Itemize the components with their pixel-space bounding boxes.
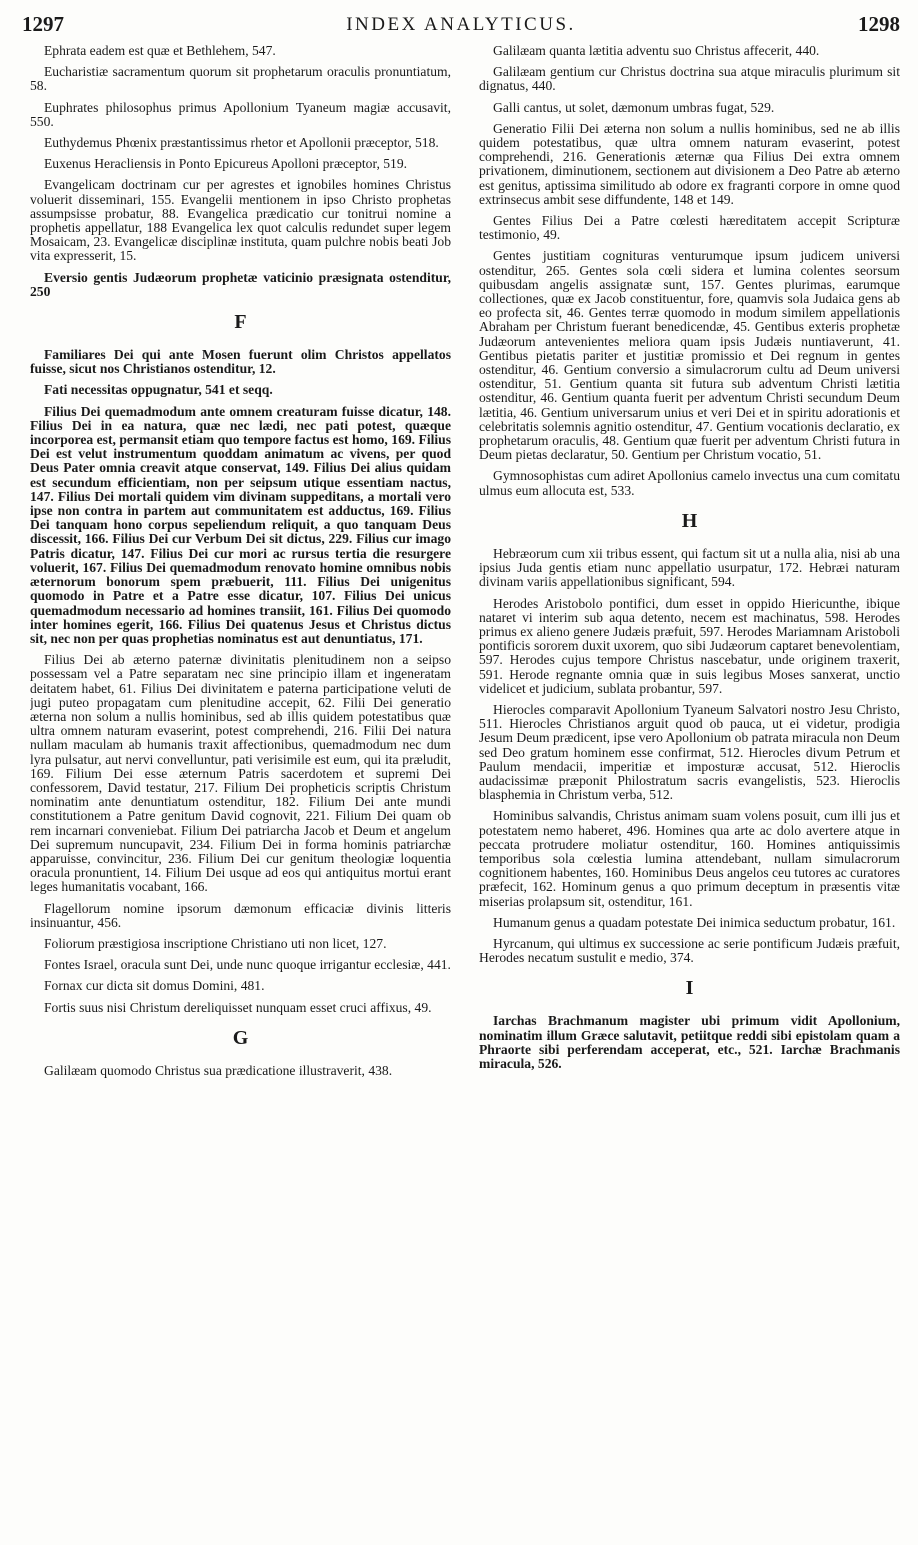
index-entry: Fortis suus nisi Christum dereliquisset nunquam esset cruci affixus, 49. [44, 999, 432, 1015]
index-entry: Hominibus salvandis, Christus animam suam volens posuit, cum illi jus et potestatem nemo haberet, 496. Homines qua arte ac dolo avertere atque in peccata protrudere moliatur ostenditur, 160. Homines antiquissimis temporibus sola cœlestia lumina attendebant, nullam simulacrorum cognitionem habentes, 160. Hominibus Deus angelos ceu tutores ac curatores præfecit, 162. Hominum genus a quo primum deceptum in præsentis vitæ miserias prolapsum sit, ostenditur, 161. [479, 808, 900, 909]
index-entry: Foliorum præstigiosa inscriptione Christiano uti non licet, 127. [44, 935, 387, 951]
index-entry: Gentes Filius Dei a Patre cœlesti hæreditatem accepit Scripturæ testimonio, 49. [479, 213, 900, 243]
index-entry: Galli cantus, ut solet, dæmonum umbras fugat, 529. [493, 99, 775, 115]
index-entry: Fornax cur dicta sit domus Domini, 481. [44, 978, 265, 994]
index-entry: Evangelicam doctrinam cur per agrestes et ignobiles homines Christus voluerit disseminari, 155. Evangelii mentionem in ipso Christo prophetas assumpsisse probatur, 88. Evangelica prædicatio cur tonitrui nomine a prophetis appellatur, 188 Evangelica lex quot calculis redundet super legem Mosaicam, 23. Evangelicæ disciplinæ instituta, quam pulchre nobis beati Job vita expresserit, 15. [30, 177, 451, 264]
index-entry: Hebræorum cum xii tribus essent, qui factum sit ut a nulla alia, nisi ab una ipsius Juda gentis etiam nunc appellatio usurpatur, 172. Hebræi naturam divinam variis appellationibus significant, 594. [479, 545, 900, 590]
section-letter: I [685, 977, 694, 1000]
index-entry: Hierocles comparavit Apollonium Tyaneum Salvatori nostro Jesu Christo, 511. Hierocles Christianos arguit quod ob pauca, ut ei videtur, prodigia Jesum Deum prædicent, ipse vero Apollonium ob patrata miracula non Deum sed Deo gratum hominem esse confirmat, 512. Hierocles divum Petrum et Paulum mendacii, imperitiæ et imposturæ accusat, 512. Hieroclis audacissimæ præponit Philostratum sacris evangelistis, 523. Hieroclis blasphemia in Christum verba, 512. [479, 701, 900, 803]
section-letter: F [234, 311, 247, 334]
index-entry: Familiares Dei qui ante Mosen fuerunt olim Christos appellatos fuisse, sicut nos Christianos ostenditur, 12. [30, 347, 451, 377]
index-entry: Fontes Israel, oracula sunt Dei, unde nunc quoque irrigantur ecclesiæ, 441. [44, 957, 451, 973]
index-entry: Filius Dei ab æterno paternæ divinitatis plenitudinem non a seipso possessam vel a Patre separatam nec sine principio illam et ingeneratam deitatem habet, 61. Filius Dei divinitatem e paterna participatione veluti de jugi puteo propagatam cum plenitudine accepit, 62. Filii Dei generatio æterna non solum a nullis hominibus, sed ab illis quidem potestatibus quæ ultra omnem naturam evaserint, potest comprehendi, 216. Filii Dei natura nullam maculam ab humanis traxit affectionibus, quemadmodum nec dum lyra pulsatur, aut nervi convelluntur, pati verisimile est eum, qui ita præludit, 169. Filium Dei esse æternum Patris sacerdotem et supremi Dei confessorem, David testatur, 217. Filium Dei propheticis scriptis Christum nominatim ante denuntiatum ostenditur, 182. Filium Dei ante mundi constitutionem a Patre genitum David cognovit, 221. Filium Dei quam ob rem incarnari conveniebat. Filium Dei patriarcha Jacob et Deum et angelum Dei supremum nuncupavit, 234. Filium Dei in forma hominis patriarchæ apparuisse, convincitur, 236. Filium Dei cur genitum theologiæ loquentia oracula pronuntient, 14. Filium Dei usque ad eos qui antiquitus mortui erant leges humanitatis vocabant, 166. [30, 652, 451, 895]
section-letter: H [681, 509, 698, 532]
index-entry: Gymnosophistas cum adiret Apollonius camelo invectus una cum comitatu ulmus eum allocuta est, 533. [479, 468, 900, 498]
index-entry: Herodes Aristobolo pontifici, dum esset in oppido Hiericunthe, ibique nataret vi interim sub aqua detento, necem est machinatus, 598. Herodes primus ex alieno genere Judæis præfuit, 597. Herodes Mariamnam Aristoboli pontificis sororem duxit uxorem, quo sibi Judæorum captaret benevolentiam, 597. Herodes cujus tempore Christus nascebatur, unde originem traxerit, 591. Herode regnante omnia quæ in suis legibus Moses sanxerat, unctio videlicet et judicium, sublata probantur, 597. [479, 595, 900, 696]
index-entry: Ephrata eadem est quæ et Bethlehem, 547. [44, 44, 276, 58]
index-entry: Galilæam quanta lætitia adventu suo Christus affecerit, 440. [493, 44, 820, 58]
header-title: INDEX ANALYTICUS. [346, 14, 576, 35]
index-entry: Iarchas Brachmanum magister ubi primum vidit Apollonium, nominatim illum Græce salutavit, petiitque reddi sibi epistolam quam a Phraorte sibi perferendam acceperat, etc., 521. Iarchæ Brachmanis miracula, 526. [479, 1013, 900, 1071]
index-entry: Fati necessitas oppugnatur, 541 et seqq. [44, 382, 273, 398]
index-entry: Euthydemus Phœnix præstantissimus rhetor et Apollonii præceptor, 518. [44, 135, 439, 151]
page-number-left: 1297 [22, 12, 64, 36]
index-entry: Eucharistiæ sacramentum quorum sit prophetarum oraculis pronuntiatum, 58. [30, 64, 451, 94]
running-header [22, 10, 900, 40]
section-letter: G [232, 1026, 249, 1049]
index-entry: Gentes justitiam cognituras venturumque ipsum judicem universi ostenditur, 265. Gentes sola cœli sidera et lumina colentes seorsum quibusdam angelis assignatæ sunt, 157. Gentes plurimas, earumque collectiones, quæ ex Jacob constituentur, fore, quamvis sola Judaica gens ab eo profecta sit, 46. Gentes terræ quomodo in modum similem appellationis Abraham per Christum fuerant benedicendæ, 45. Gentibus exteris prophetæ Judæorum antevenientes meliora quam ipsis Judæis nuntiaverunt, 41. Gentibus pietatis pariter et justitiæ promissio et Dei regnum in gentes ostenditur, 46. Gentium conversio a simulacrorum cultu ad Deum universi ostenditur, 51. Gentium quanta sit futura sub adventum Christi lætitia ostenditur, 46. Gentium quanta fuerit per adventum Christi secundum Deum lætitia, 46. Gentium universarum unius et veri Dei et in spiritu adorationis et celebritatis solemnis agnitio ostenditur, 47. Gentium vocationis declaratio, ex prophetarum oraculis, 48. Gentium quæ fuerit per adventum Christi futura in Deum pietas declaratur, 50. Gentium per Christum vocatio, 51. [479, 248, 900, 463]
right-column [479, 44, 900, 1537]
index-entry: Eversio gentis Judæorum prophetæ vaticinio præsignata ostenditur, 250 [30, 269, 451, 299]
index-entry: Galilæam gentium cur Christus doctrina sua atque miraculis plurimum sit dignatus, 440. [479, 64, 900, 94]
index-entry: Galilæam quomodo Christus sua prædicatione illustraverit, 438. [44, 1062, 393, 1078]
page-number-right: 1298 [858, 12, 900, 36]
left-column [30, 44, 451, 1537]
index-entry: Flagellorum nomine ipsorum dæmonum efficaciæ divinis litteris insinuantur, 456. [30, 900, 451, 930]
index-entry: Filius Dei quemadmodum ante omnem creaturam fuisse dicatur, 148. Filius Dei in ea natura, quæ nec lædi, nec pati potest, quæque incorporea est, permansit etiam quo tempore factus est homo, 169. Filius Dei est velut instrumentum quoddam animatum ac vivens, per quod Deus Pater omnia creavit atque conservat, 149. Filius Dei alius quidam est secundum efficientiam, non per seipsum utique essentiam nactus, 147. Filius Dei mortali quidem vim divinam suppeditans, a mortali vero ipse non contra in partem aut communitatem est adductus, 169. Filius Dei tanquam hono corpus sepeliendum reliquit, a quo tanquam Deus discessit, 166. Filius Dei cur Verbum Dei sit dictus, 229. Filius cur imago Patris dicatur, 147. Filius Dei cur mori ac rursus tertia die resurgere voluerit, 167. Filius Dei quemadmodum renovato homine omnibus nobis æternorum bonorum spem præbuerit, 111. Filius Dei unigenitus quomodo in Patre et a Patre esse dicatur, 107. Filius Dei unicus quemadmodum necessario ad homines transiit, 161. Filius Dei quomodo inter homines egerit, 166. Filius Dei quatenus Jesus et Christus dictus sit, nec non per quas prophetias nominatus est aut denuntiatus, 171. [30, 403, 451, 646]
index-entry: Euphrates philosophus primus Apollonium Tyaneum magiæ accusavit, 550. [30, 99, 451, 129]
index-entry: Generatio Filii Dei æterna non solum a nullis hominibus, sed ne ab illis quidem potestatibus, quæ ultra omnem naturam evaserint, potest comprehendi, 216. Generationis æternæ qua Filius Dei extra omnem privationem, diminutionem, sectionem aut divisionem a Deo Patre ab æterno est genitus, aptissima similitudo ab odore ex fragranti corpore in omne quod extrinsecus ambit sese diffundente, 148 et 149. [479, 120, 900, 207]
columns [30, 44, 900, 1537]
index-entry: Humanum genus a quadam potestate Dei inimica seductum probatur, 161. [493, 914, 896, 930]
index-entry: Hyrcanum, qui ultimus ex successione ac serie pontificum Judæis præfuit, Herodes necatum sustulit e medio, 374. [479, 935, 900, 966]
index-entry: Euxenus Heracliensis in Ponto Epicureus Apolloni præceptor, 519. [44, 156, 408, 172]
